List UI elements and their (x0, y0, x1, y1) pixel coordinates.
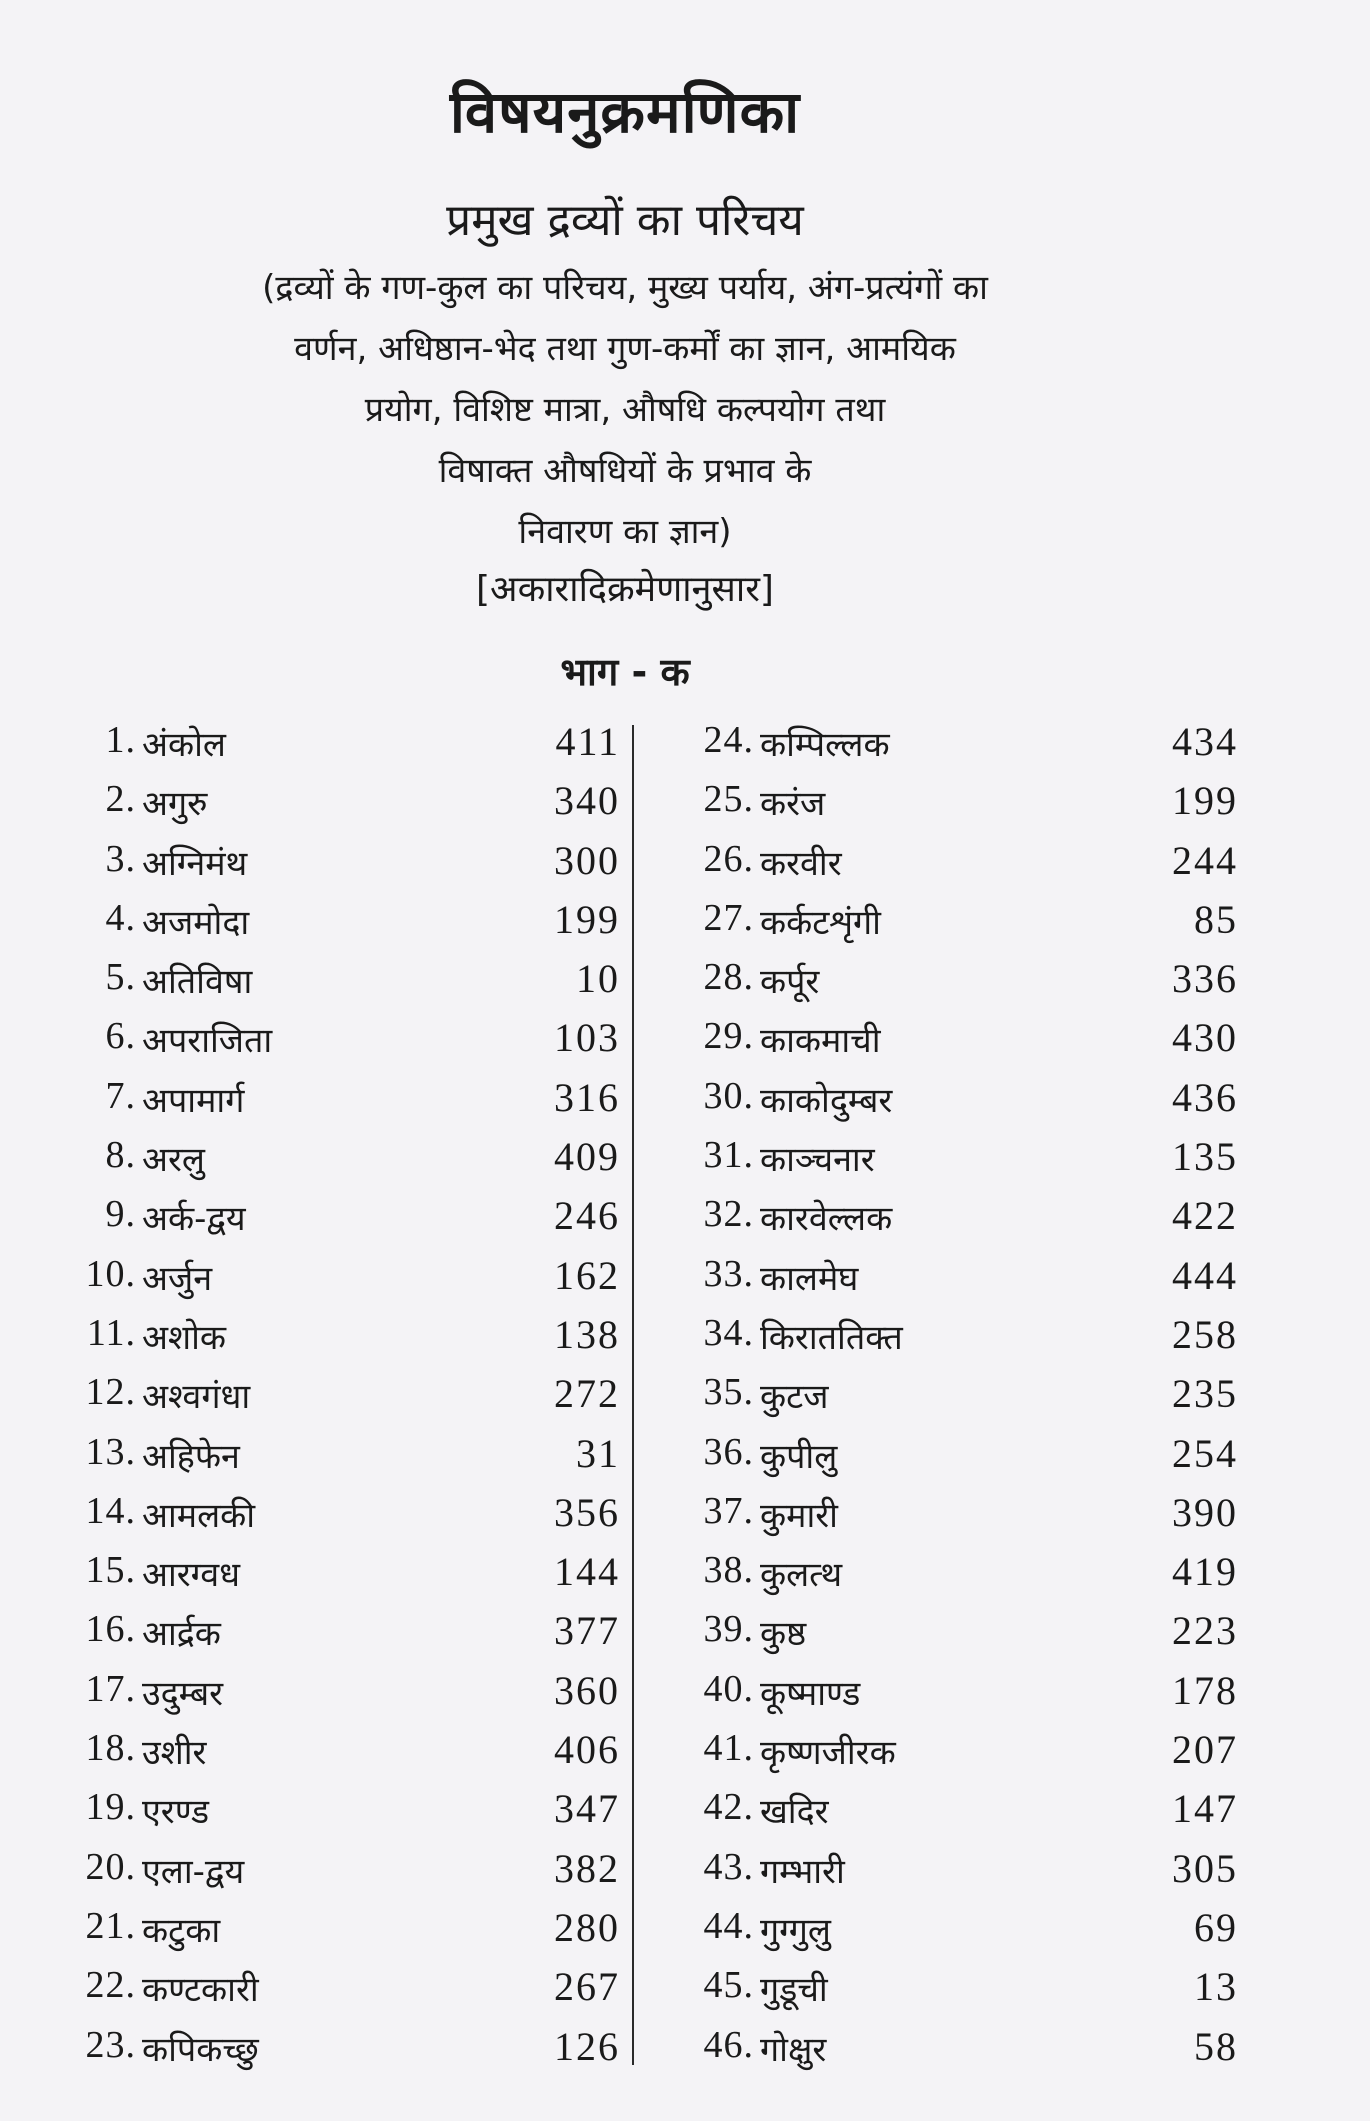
entry-page-number: 199 (554, 896, 620, 942)
entry-name: कूष्माण्ड (760, 1673, 861, 1714)
entry-page-number: 436 (1172, 1074, 1238, 1120)
entry-number: 19. (85, 1786, 136, 1829)
entry-page-number: 207 (1172, 1727, 1238, 1773)
entry-page-number: 258 (1172, 1311, 1238, 1357)
entry-name: कपिकच्छु (142, 2029, 259, 2070)
index-entry (668, 1667, 1238, 1726)
entry-name: कण्टकारी (142, 1970, 259, 2011)
entry-page-number: 347 (554, 1786, 620, 1832)
index-entry (50, 1845, 620, 1904)
entry-number: 24. (703, 719, 754, 761)
entry-number: 35. (703, 1371, 754, 1414)
index-entry (668, 1370, 1238, 1429)
entry-name: कृष्णजीरक (760, 1733, 896, 1774)
entry-number: 44. (703, 1904, 754, 1947)
entry-name: उशीर (142, 1733, 207, 1774)
entry-name: करंज (760, 784, 826, 825)
index-entry (50, 1133, 620, 1192)
entry-name: कर्पूर (760, 962, 820, 1003)
index-entry (50, 1726, 620, 1785)
index-entry (668, 837, 1238, 896)
index-entry (668, 1074, 1238, 1133)
entry-page-number: 419 (1172, 1549, 1238, 1595)
entry-page-number: 135 (1172, 1134, 1238, 1180)
entry-name: खदिर (760, 1792, 829, 1833)
index-entry (668, 1548, 1238, 1607)
entry-number: 9. (105, 1193, 136, 1236)
index-entry (50, 837, 620, 896)
entry-page-number: 267 (554, 1964, 620, 2010)
entry-number: 34. (703, 1311, 754, 1354)
index-entry (50, 1489, 620, 1548)
description-line: निवारण का ज्ञान) (518, 512, 732, 552)
entry-page-number: 103 (554, 1015, 620, 1061)
index-entry (50, 1370, 620, 1429)
entry-page-number: 58 (1194, 2023, 1238, 2069)
entry-number: 16. (85, 1608, 136, 1651)
entry-page-number: 422 (1172, 1193, 1238, 1239)
entry-number: 37. (703, 1489, 754, 1532)
entry-name: अहिफेन (142, 1436, 240, 1477)
index-entry (668, 718, 1238, 777)
entry-page-number: 199 (1172, 778, 1238, 824)
description-line: प्रयोग, विशिष्ट मात्रा, औषधि कल्पयोग तथा (364, 390, 886, 430)
entry-name: कुमारी (760, 1495, 838, 1536)
entry-name: आर्द्रक (142, 1614, 221, 1655)
entry-name: कुष्ठ (760, 1614, 807, 1655)
entry-number: 2. (105, 778, 136, 821)
entry-page-number: 409 (554, 1134, 620, 1180)
entry-name: अग्निमंथ (142, 843, 248, 884)
index-entry (50, 955, 620, 1014)
entry-number: 46. (703, 2023, 754, 2066)
entry-page-number: 360 (554, 1667, 620, 1713)
entry-name: कर्कटशृंगी (760, 902, 881, 943)
entry-name: गोक्षुर (760, 2029, 827, 2070)
index-entry (50, 1311, 620, 1370)
page-title: विषयनुक्रमणिका (449, 78, 801, 146)
index-entry (50, 1074, 620, 1133)
index-entry (50, 1192, 620, 1251)
entry-page-number: 406 (554, 1727, 620, 1773)
entry-page-number: 13 (1194, 1964, 1238, 2010)
entry-number: 20. (85, 1845, 136, 1888)
entry-number: 25. (703, 778, 754, 821)
index-entry (50, 1607, 620, 1666)
entry-number: 33. (703, 1252, 754, 1295)
entry-page-number: 272 (554, 1371, 620, 1417)
entry-name: कुलत्थ (760, 1555, 843, 1596)
index-entry (668, 1845, 1238, 1904)
entry-number: 32. (703, 1193, 754, 1236)
entry-page-number: 10 (576, 956, 620, 1002)
index-entry (668, 2023, 1238, 2082)
entry-page-number: 138 (554, 1311, 620, 1357)
page-subtitle: प्रमुख द्रव्यों का परिचय (446, 195, 804, 246)
index-entry (668, 1963, 1238, 2022)
entry-number: 4. (105, 896, 136, 939)
entry-name: कम्पिल्लक (760, 725, 890, 765)
entry-page-number: 69 (1194, 1904, 1238, 1950)
index-entry (668, 896, 1238, 955)
entry-number: 42. (703, 1786, 754, 1829)
entry-page-number: 411 (555, 719, 620, 764)
entry-name: गुग्गुलु (760, 1910, 831, 1951)
index-entry (50, 1667, 620, 1726)
index-entry (668, 955, 1238, 1014)
index-entry (668, 1726, 1238, 1785)
entry-name: अपामार्ग (142, 1080, 245, 1121)
entry-name: एरण्ड (142, 1792, 210, 1833)
entry-number: 10. (85, 1252, 136, 1295)
index-entry (668, 1904, 1238, 1963)
entry-number: 41. (703, 1727, 754, 1770)
entry-number: 15. (85, 1549, 136, 1592)
entry-page-number: 340 (554, 778, 620, 824)
entry-page-number: 430 (1172, 1015, 1238, 1061)
entry-number: 28. (703, 956, 754, 999)
entry-page-number: 444 (1172, 1252, 1238, 1298)
entry-name: कारवेल्लक (760, 1199, 893, 1240)
entry-page-number: 377 (554, 1608, 620, 1654)
index-entry (668, 1785, 1238, 1844)
entry-number: 22. (85, 1964, 136, 2007)
index-entry (50, 777, 620, 836)
entry-page-number: 356 (554, 1489, 620, 1535)
order-note: [अकारादिक्रमेणानुसार] (476, 569, 774, 610)
entry-name: उदुम्बर (142, 1673, 224, 1714)
column-divider (632, 725, 634, 2065)
entry-page-number: 147 (1172, 1786, 1238, 1832)
entry-page-number: 31 (576, 1430, 620, 1476)
index-entry (50, 1430, 620, 1489)
entry-name: कटुका (142, 1910, 221, 1951)
index-entry (50, 1963, 620, 2022)
entry-name: अश्वगंधा (142, 1377, 251, 1418)
entry-name: काञ्चनार (760, 1140, 875, 1181)
entry-name: काकोदुम्बर (760, 1080, 893, 1121)
description-line: वर्णन, अधिष्ठान-भेद तथा गुण-कर्मों का ज्ञान, आमयिक (294, 329, 956, 369)
entry-page-number: 280 (554, 1904, 620, 1950)
entry-page-number: 434 (1172, 719, 1238, 764)
entry-name: अंकोल (142, 725, 226, 765)
entry-number: 26. (703, 837, 754, 880)
description-line: (द्रव्यों के गण-कुल का परिचय, मुख्य पर्याय, अंग-प्रत्यंगों का (262, 268, 988, 308)
entry-number: 14. (85, 1489, 136, 1532)
right-index-column (668, 718, 1238, 2082)
entry-page-number: 144 (554, 1549, 620, 1595)
description-line: विषाक्त औषधियों के प्रभाव के (438, 451, 812, 491)
entry-page-number: 316 (554, 1074, 620, 1120)
entry-page-number: 300 (554, 837, 620, 883)
part-heading: भाग - क (560, 650, 690, 694)
entry-page-number: 336 (1172, 956, 1238, 1002)
entry-number: 1. (105, 719, 136, 761)
index-entry (50, 1904, 620, 1963)
entry-name: गम्भारी (760, 1851, 845, 1892)
index-entry (668, 1430, 1238, 1489)
entry-page-number: 223 (1172, 1608, 1238, 1654)
index-entry (668, 1489, 1238, 1548)
entry-name: अर्क-द्वय (142, 1199, 246, 1240)
entry-name: अजमोदा (142, 902, 250, 943)
entry-number: 30. (703, 1074, 754, 1117)
description (0, 258, 1250, 563)
index-entry (668, 1607, 1238, 1666)
entry-name: गुडूची (760, 1970, 828, 2011)
entry-number: 40. (703, 1667, 754, 1710)
entry-number: 31. (703, 1134, 754, 1177)
entry-name: किराततिक्त (760, 1317, 903, 1358)
entry-name: करवीर (760, 843, 842, 884)
entry-name: अरलु (142, 1140, 205, 1181)
index-entry (668, 1014, 1238, 1073)
left-index-column (50, 718, 620, 2082)
entry-number: 12. (85, 1371, 136, 1414)
entry-name: काकमाची (760, 1021, 881, 1062)
entry-page-number: 382 (554, 1845, 620, 1891)
entry-page-number: 246 (554, 1193, 620, 1239)
index-entry (50, 1785, 620, 1844)
entry-name: कुटज (760, 1377, 829, 1418)
entry-name: कुपीलु (760, 1436, 838, 1477)
entry-name: अपराजिता (142, 1021, 273, 1062)
entry-page-number: 244 (1172, 837, 1238, 883)
entry-number: 13. (85, 1430, 136, 1473)
entry-number: 29. (703, 1015, 754, 1058)
index-entry (668, 777, 1238, 836)
entry-name: अशोक (142, 1317, 227, 1358)
entry-number: 17. (85, 1667, 136, 1710)
entry-page-number: 85 (1194, 896, 1238, 942)
entry-name: आमलकी (142, 1495, 256, 1536)
entry-page-number: 254 (1172, 1430, 1238, 1476)
index-entry (668, 1252, 1238, 1311)
index-entry (50, 1548, 620, 1607)
entry-name: एला-द्वय (142, 1851, 245, 1892)
entry-page-number: 162 (554, 1252, 620, 1298)
index-entry (50, 718, 620, 777)
index-entry (668, 1192, 1238, 1251)
entry-number: 36. (703, 1430, 754, 1473)
entry-number: 6. (105, 1015, 136, 1058)
entry-name: आरग्वध (142, 1555, 241, 1596)
entry-page-number: 178 (1172, 1667, 1238, 1713)
entry-number: 18. (85, 1727, 136, 1770)
entry-number: 21. (85, 1904, 136, 1947)
entry-number: 11. (86, 1311, 136, 1354)
entry-number: 45. (703, 1964, 754, 2007)
entry-number: 39. (703, 1608, 754, 1651)
index-entry (50, 1252, 620, 1311)
entry-page-number: 235 (1172, 1371, 1238, 1417)
entry-name: अतिविषा (142, 962, 253, 1003)
entry-number: 8. (105, 1134, 136, 1177)
entry-number: 7. (105, 1074, 136, 1117)
entry-name: कालमेघ (760, 1258, 859, 1299)
entry-number: 5. (105, 956, 136, 999)
entry-page-number: 126 (554, 2023, 620, 2069)
entry-number: 38. (703, 1549, 754, 1592)
entry-number: 3. (105, 837, 136, 880)
index-entry (50, 2023, 620, 2082)
entry-number: 43. (703, 1845, 754, 1888)
entry-page-number: 390 (1172, 1489, 1238, 1535)
index-entry (668, 1311, 1238, 1370)
entry-number: 23. (85, 2023, 136, 2066)
entry-page-number: 305 (1172, 1845, 1238, 1891)
index-entry (50, 896, 620, 955)
entry-name: अर्जुन (142, 1258, 213, 1299)
index-entry (50, 1014, 620, 1073)
entry-number: 27. (703, 896, 754, 939)
index-entry (668, 1133, 1238, 1192)
entry-name: अगुरु (142, 784, 208, 825)
